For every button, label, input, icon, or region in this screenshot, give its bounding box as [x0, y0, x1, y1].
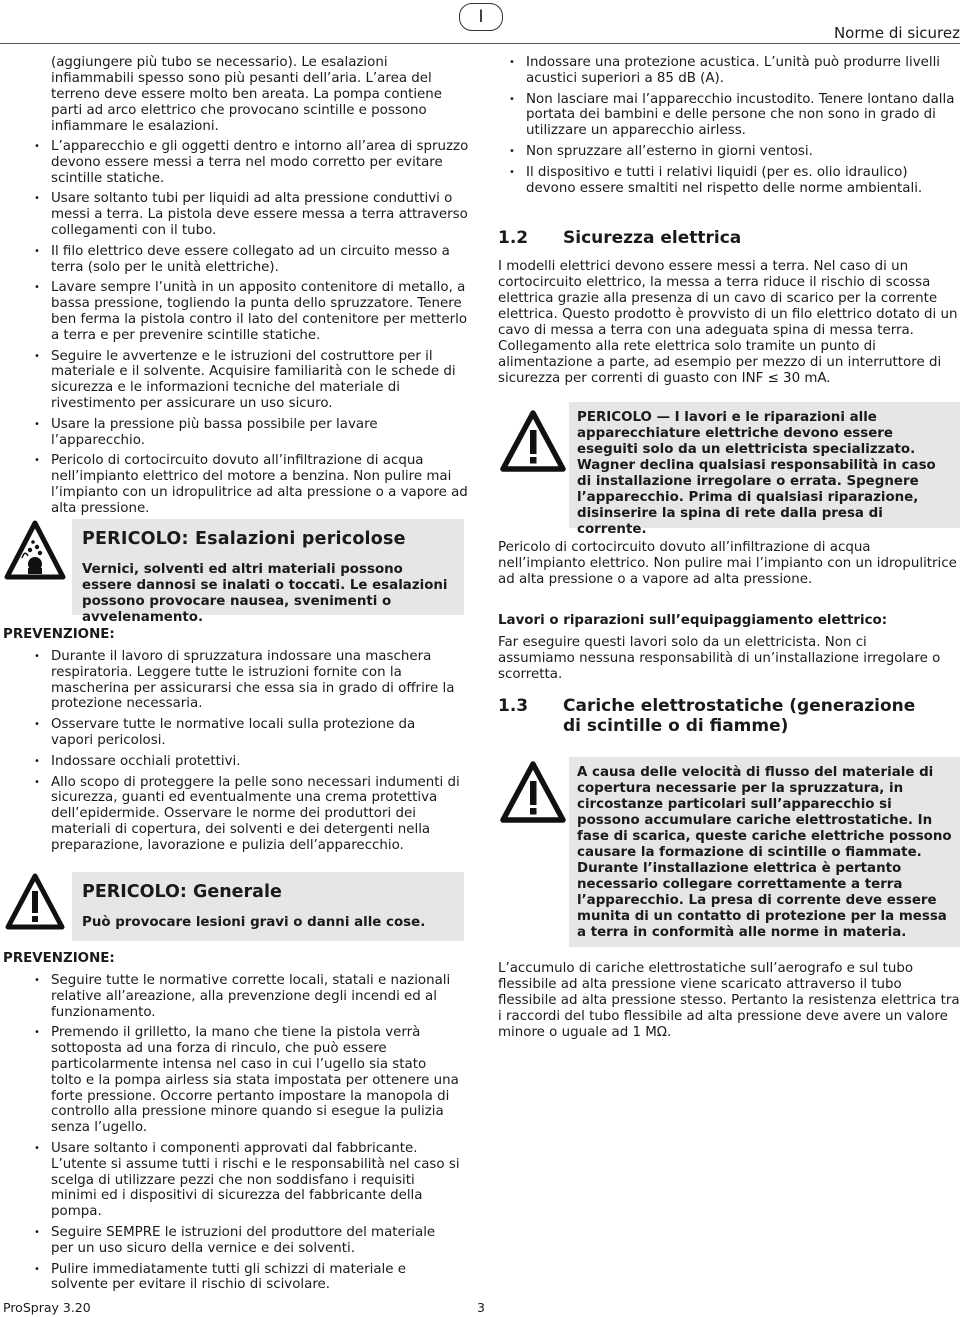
- danger-text-fumes: Vernici, solventi ed altri materiali possono essere dannosi se inalati o toccati. Le esalazioni possono provocare nausea, svenimenti o avvelenamento.: [82, 562, 448, 625]
- list-item: • Allo scopo di proteggere la pelle sono necessari indumenti di sicurezza, guanti ed eventualmente una crema protettiva dell’epidermide. Osservare le norme dei produttori dei materiali di copertura, dei solventi e dei detergenti nella preparazione, lavorazione e pulizia dell’apparecchio.: [31, 775, 461, 854]
- list-item: • Indossare una protezione acustica. L’unità può produrre livelli acustici superiori a 85 dB (A).: [506, 55, 958, 87]
- danger-title-fumes: PERICOLO: Esalazioni pericolose: [82, 529, 406, 549]
- list-item: • Non spruzzare all’esterno in giorni ventosi.: [506, 144, 958, 160]
- list-item: • Lavare sempre l’unità in un apposito contenitore di metallo, a bassa pressione, togliendo la punta dello spruzzatore. Tenere ben ferma la pistola contro il lato del contenitore per metterlo a terra e per prevenire scintille statiche.: [31, 280, 471, 343]
- list-item: • Durante il lavoro di spruzzatura indossare una maschera respiratoria. Leggere tutte le istruzioni fornite con la mascherina per assicurarsi che essa sia in grado di offrire la protezione necessaria.: [31, 649, 461, 712]
- list-item: • L’apparecchio e gli oggetti dentro e intorno all’area di spruzzo devono essere messi a terra nel modo corretto per evitare scintille statiche.: [31, 139, 471, 186]
- danger-box-electrostatic: [569, 757, 960, 947]
- fumes-hazard-icon: [4, 520, 66, 590]
- electrostatic-paragraph: L’accumulo di cariche elettrostatiche sull’aerografo e sul tubo flessibile ad alta pressione viene scaricato attraverso il tubo flessibile ad alta pressione stesso. Pertanto la resistenza elettrica tra i raccordi del tubo flessibile ad alta pressione deve avere un valore minore o uguale ad 1 MΩ.: [498, 961, 960, 1040]
- warning-triangle-icon: [500, 760, 566, 826]
- section-title-1-2: Sicurezza elettrica: [563, 228, 742, 248]
- electrical-repairs-paragraph: Far eseguire questi lavori solo da un elettricista. Non ci assumiamo nessuna responsabilità di un’installazione irregolare o scorretta.: [498, 635, 941, 682]
- list-item: • Il dispositivo e tutti i relativi liquidi (per es. olio idraulico) devono essere smaltiti nel rispetto delle norme ambientali.: [506, 165, 958, 197]
- list-item: • Pericolo di cortocircuito dovuto all’infiltrazione di acqua nell’impianto elettrico del motore a benzina. Non pulire mai l’impianto con un idropulitrice ad alta pressione o a vapore ad alta pressione.: [31, 453, 471, 516]
- danger-box-electrical: [569, 402, 960, 537]
- list-item: • Pulire immediatamente tutti gli schizzi di materiale e solvente per evitare il rischio di scivolare.: [31, 1262, 461, 1294]
- danger-text-general: Può provocare lesioni gravi o danni alle cose.: [82, 915, 426, 930]
- language-badge: I: [459, 3, 503, 31]
- list-item: • Seguire SEMPRE le istruzioni del produttore del materiale per un uso sicuro della vernice e dei solventi.: [31, 1225, 461, 1257]
- footer-product: ProSpray 3.20: [3, 1300, 91, 1315]
- list-item: • Usare la pressione più bassa possibile per lavare l’apparecchio.: [31, 417, 471, 449]
- section-number-1-2: 1.2: [498, 228, 529, 248]
- subheading-electrical-repairs: Lavori o riparazioni sull’equipaggiamento elettrico:: [498, 613, 888, 628]
- warning-triangle-icon: [5, 872, 65, 932]
- left-bullet-list: [31, 139, 471, 522]
- header-rule: [0, 43, 960, 44]
- prevention-label-1: PREVENZIONE:: [3, 627, 115, 642]
- warning-triangle-icon: [500, 409, 566, 475]
- right-bullet-list: [506, 55, 958, 201]
- danger-text-electrical: PERICOLO — I lavori e le riparazioni alle apparecchiature elettriche devono essere eseguiti solo da un elettricista specializzato. Wagner declina qualsiasi responsabilità in caso di installazione irregolare o errata. Spegnere l’apparecchio. Prima di qualsiasi riparazione, disinserire la spina di rete dalla presa di corrente.: [577, 410, 936, 537]
- list-item: • Usare soltanto i componenti approvati dal fabbricante. L’utente si assume tutti i rischi e le responsabilità nel caso si scelga di utilizzare pezzi che non soddisfano i requisiti minimi ed i dispositivi di sicurezza del fabbricante della pompa.: [31, 1141, 461, 1220]
- danger-title-general: PERICOLO: Generale: [82, 882, 282, 902]
- short-circuit-paragraph: Pericolo di cortocircuito dovuto all’infiltrazione di acqua nell’impianto elettrico. Non pulire mai l’impianto con un idropulitrice ad alta pressione o a vapore ad alta pressione.: [498, 540, 957, 587]
- list-item: • Seguire tutte le normative corrette locali, statali e nazionali relative all’areazione, alla prevenzione degli incendi ed al funzionamento.: [31, 973, 461, 1020]
- intro-paragraph: (aggiungere più tubo se necessario). Le esalazioni infiammabili spesso sono più pesanti dell’aria. L’area del terreno deve essere molto ben areata. La pompa contiene parti ad arco elettrico che provocano scintille e possono infiammare le esalazioni.: [51, 55, 443, 134]
- list-item: • Indossare occhiali protettivi.: [31, 754, 461, 770]
- danger-box-general: [72, 872, 464, 941]
- prevention-list-2: [31, 973, 461, 1298]
- section-title-1-3: Cariche elettrostatiche (generazione di scintille o di fiamme): [563, 696, 916, 736]
- prevention-list-1: [31, 649, 461, 859]
- list-item: • Non lasciare mai l’apparecchio incustodito. Tenere lontano dalla portata dei bambini e delle persone che non sono in grado di utilizzare un apparecchio airless.: [506, 92, 958, 139]
- section-number-1-3: 1.3: [498, 696, 529, 716]
- list-item: • Seguire le avvertenze e le istruzioni del costruttore per il materiale e il solvente. Acquisire familiarità con le schede di sicurezza e le informazioni tecniche del materiale di rivestimento per assicurare un uso sicuro.: [31, 349, 471, 412]
- list-item: • Il filo elettrico deve essere collegato ad un circuito messo a terra (solo per le unità elettriche).: [31, 244, 471, 276]
- list-item: • Premendo il grilletto, la mano che tiene la pistola verrà sottoposta ad una forza di rinculo, che può essere particolarmente intensa nel caso in cui l’ugello sia stato tolto e la pompa airless sia stata impostata per ottenere una forte pressione. Occorre pertanto impostare la manopola di controllo alla pressione minore quando si esegue la pulizia senza l’ugello.: [31, 1025, 461, 1136]
- list-item: • Usare soltanto tubi per liquidi ad alta pressione conduttivi o messi a terra. La pistola deve essere messa a terra attraverso collegamenti con il tubo.: [31, 191, 471, 238]
- page-number: 3: [477, 1300, 485, 1315]
- section-header-title: Norme di sicurez: [833, 24, 960, 42]
- danger-text-electrostatic: A causa delle velocità di flusso del materiale di copertura necessarie per la spruzzatura, in circostanze particolari sull’apparecchio si possono accumulare cariche elettrostatiche. In fase di scarica, queste cariche elettriche possono causare la formazione di scintille o fiammate. Durante l’installazione elettrica è pertanto necessario collegare correttamente a terra l’apparecchio. La presa di corrente deve essere munita di un contatto di protezione per la messa a terra in conformità alle norme in materia.: [577, 765, 952, 940]
- danger-box-fumes: [72, 519, 464, 625]
- prevention-label-2: PREVENZIONE:: [3, 951, 115, 966]
- list-item: • Osservare tutte le normative locali sulla protezione da vapori pericolosi.: [31, 717, 461, 749]
- electrical-safety-paragraph: I modelli elettrici devono essere messi a terra. Nel caso di un cortocircuito elettrico, la messa a terra riduce il rischio di scossa elettrica grazie alla presenza di un cavo di scarico per la corrente elettrica. Questo prodotto è provvisto di un filo elettrico dotato di un cavo di messa a terra con una adeguata spina di messa terra. Collegamento alla rete elettrica solo tramite un punto di alimentazione a parte, ad esempio per mezzo di un interruttore di sicurezza per correnti di guasto con INF ≤ 30 mA.: [498, 259, 958, 386]
